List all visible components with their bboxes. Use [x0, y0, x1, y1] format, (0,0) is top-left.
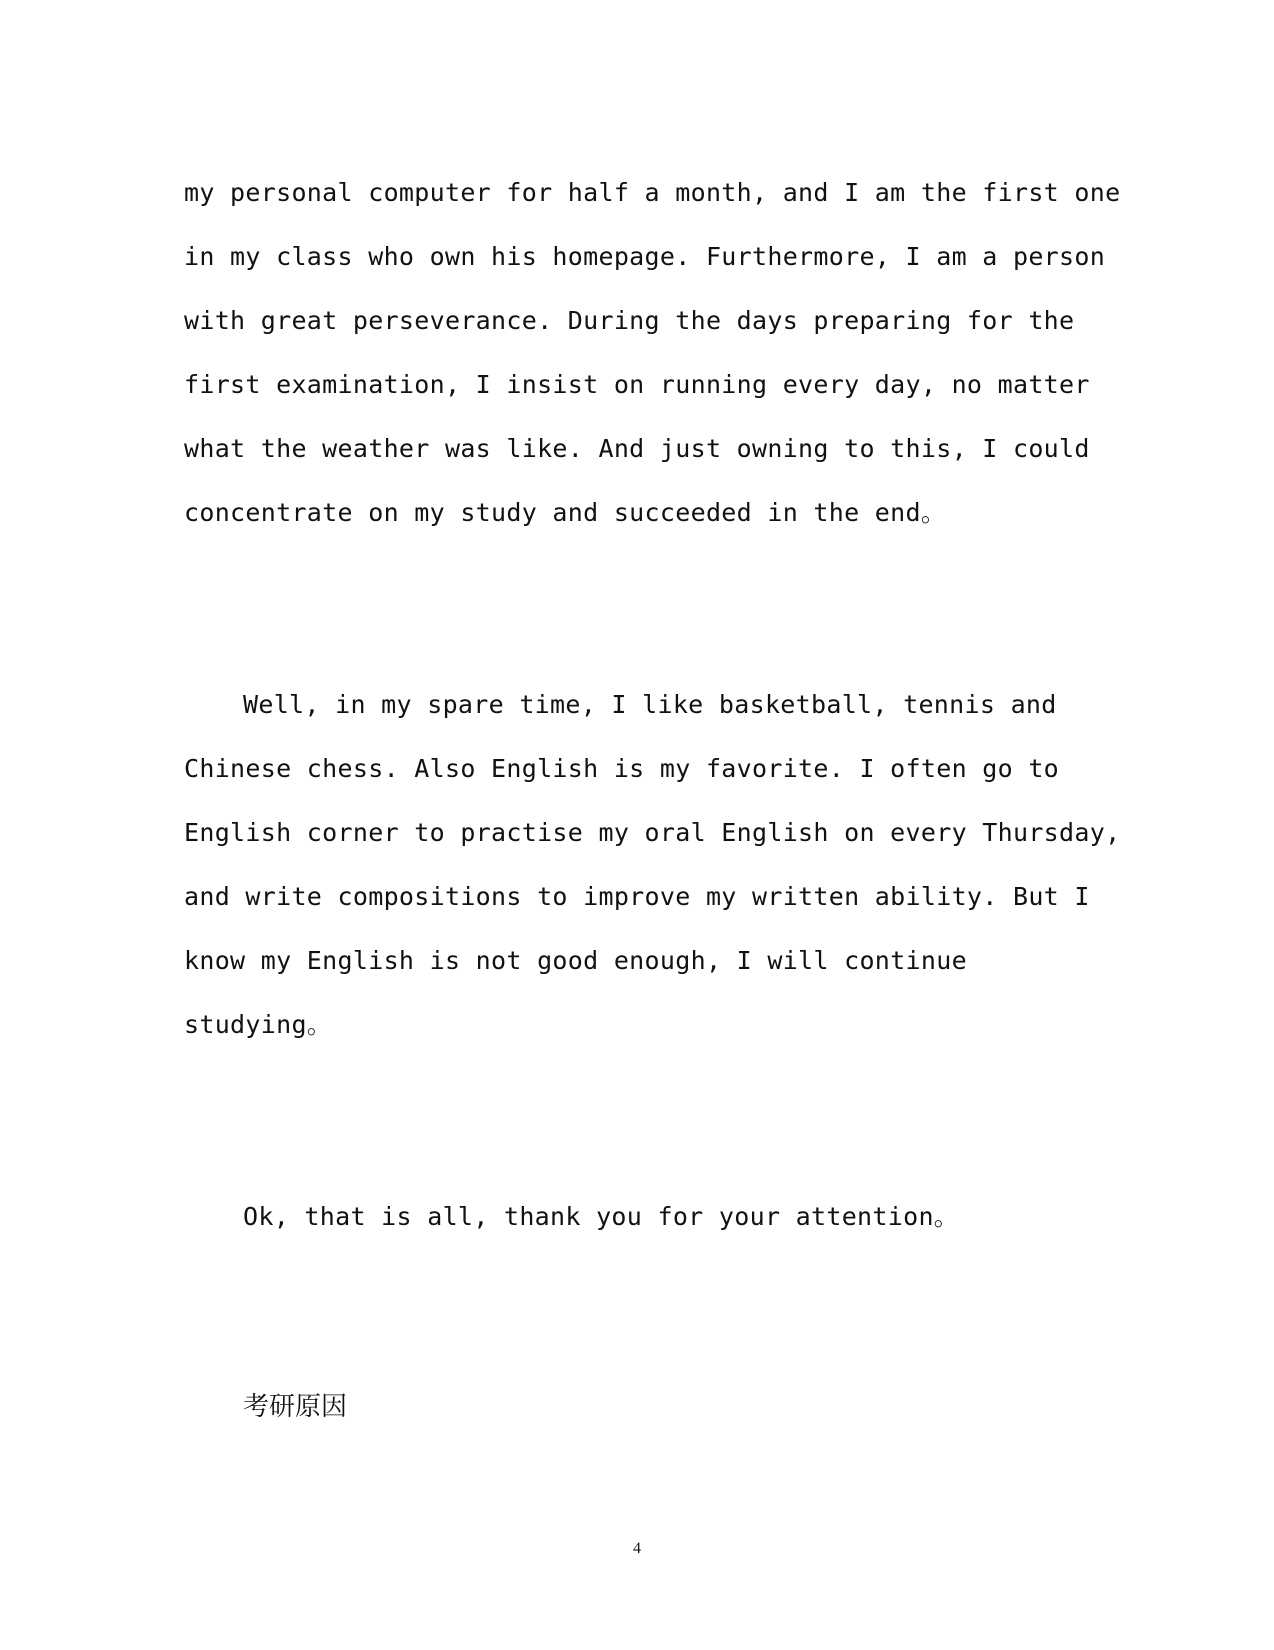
section-heading: 考研原因 [243, 1392, 348, 1422]
paragraph-1-line-4: first examination, I insist on running every day, no matter [184, 370, 1090, 399]
paragraph-1-line-2: in my class who own his homepage. Furthermore, I am a person [184, 242, 1106, 271]
paragraph-1-line-6: concentrate on my study and succeeded in the end。 [184, 498, 947, 527]
paragraph-2-line-6: studying。 [184, 1010, 333, 1039]
paragraph-2-line-4: and write compositions to improve my written ability. But I [184, 882, 1090, 911]
page-number: 4 [633, 1540, 641, 1557]
paragraph-2-line-3: English corner to practise my oral English on every Thursday, [184, 818, 1121, 847]
paragraph-2-line-2: Chinese chess. Also English is my favorite. I often go to [184, 754, 1060, 783]
paragraph-2-line-5: know my English is not good enough, I will continue [184, 946, 967, 975]
paragraph-1-line-1: my personal computer for half a month, and I am the first one [184, 178, 1121, 207]
paragraph-3-line-1: Ok, that is all, thank you for your attention。 [243, 1202, 960, 1231]
paragraph-1-line-3: with great perseverance. During the days preparing for the [184, 306, 1075, 335]
paragraph-1-line-5: what the weather was like. And just owning to this, I could [184, 434, 1090, 463]
paragraph-2-line-1: Well, in my spare time, I like basketball, tennis and [243, 690, 1057, 719]
